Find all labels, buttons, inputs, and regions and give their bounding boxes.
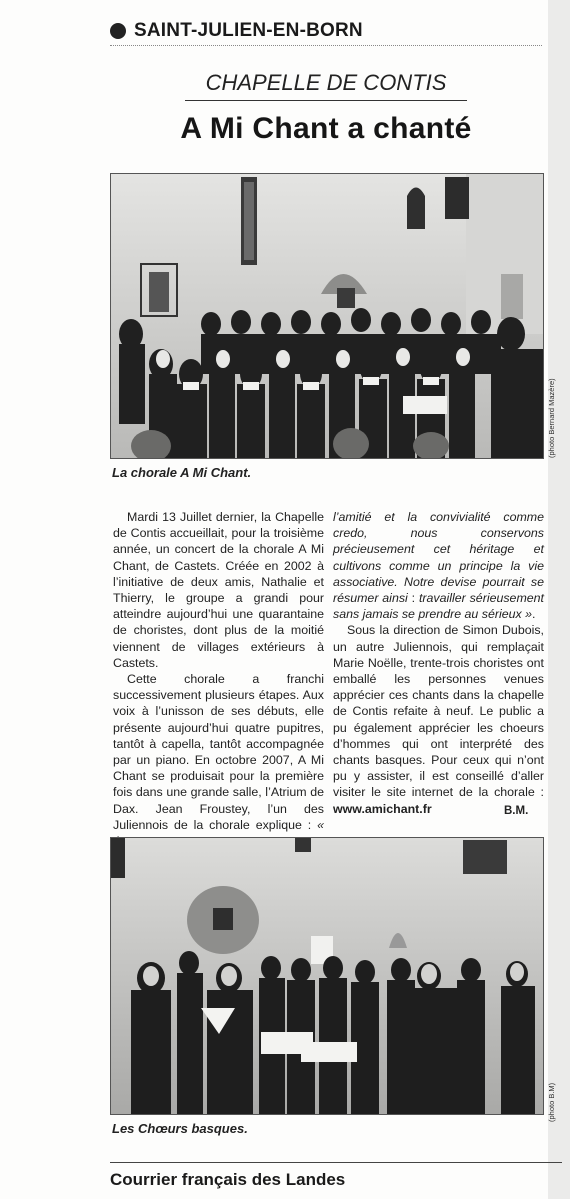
choir-photo — [110, 173, 544, 459]
quote-text: l’amitié et la convivialité comme credo, nous conservons précieusement cet héritage et cultivons comme un principe la vie associative. Notre devise pourrait se résumer ainsi — [333, 510, 544, 606]
paragraph: Sous la direction de Simon Dubois, un autre Juliennois, qui remplaçait Marie Noëlle, trente-trois choristes ont emballé les personnes venues apprécier ces chants dans la chapelle de Contis refaite à neuf. Le public a pu également apprécier les choeurs d’hommes qui ont interprété des chants basques. Pour ceux qui n’ont pu y assister, il est conseillé d’aller visiter le site internet de la chorale : www.amichant.fr — [333, 623, 544, 816]
quote-start: « — [317, 817, 324, 832]
article-kicker: CHAPELLE DE CONTIS — [205, 70, 447, 95]
basque-choir-photo — [110, 837, 544, 1115]
footer-rule — [110, 1162, 562, 1163]
section-header — [110, 18, 363, 44]
bullet-dot-icon — [110, 23, 126, 39]
photo-credit: (photo B.M) — [547, 1082, 556, 1122]
author-signature: B.M. — [504, 805, 529, 817]
publication-name: Courrier français des Landes — [110, 1170, 346, 1189]
section-place-name: SAINT-JULIEN-EN-BORN — [134, 20, 363, 41]
photo-caption: La chorale A Mi Chant. — [112, 465, 252, 480]
photo-credit: (photo Bernard Mazère) — [547, 378, 556, 458]
paragraph: Cette chorale a franchi successivement plusieurs étapes. Aux voix à l’unisson de ses débuts, elle présente aujourd’hui quatre pupitres, tantôt à capella, tantôt accompagnée par un piano. En octobre 2007, A Mi Chant se produisait pour la première fois dans une grande salle, l’Atrium de Dax. Jean Froustey, l’un des Juliennois de la chorale explique : « — [113, 671, 324, 849]
dotted-divider — [110, 45, 542, 46]
kicker-underline — [185, 100, 467, 101]
article-column-left — [113, 509, 324, 849]
website-link[interactable]: www.amichant.fr — [333, 801, 432, 816]
quote-end: travailler sérieusement sans jamais se prendre au sérieux » — [333, 591, 544, 622]
article-column-right — [333, 509, 544, 817]
photo-caption: Les Chœurs basques. — [112, 1121, 248, 1136]
quote-paragraph: l’amitié et la convivialité comme credo, nous conservons précieusement cet héritage et cultivons comme un principe la vie associative. Notre devise pourrait se résumer ainsi : travailler sérieusement sans jamais se prendre au sérieux ». — [333, 510, 544, 622]
paragraph: Mardi 13 Juillet dernier, la Chapelle de Contis accueillait, pour la troisième année, un concert de la chorale A Mi Chant, de Castets. Créée en 2002 à l’initiative de deux amis, Nathalie et Thierry, le groupe a grandi pour atteindre aujourd’hui une quarantaine de choristes, dont plus de la moitié viennent de villages extérieurs à Castets. — [113, 510, 324, 670]
scan-edge — [548, 0, 570, 1199]
article-headline: A Mi Chant a chanté — [180, 112, 472, 145]
